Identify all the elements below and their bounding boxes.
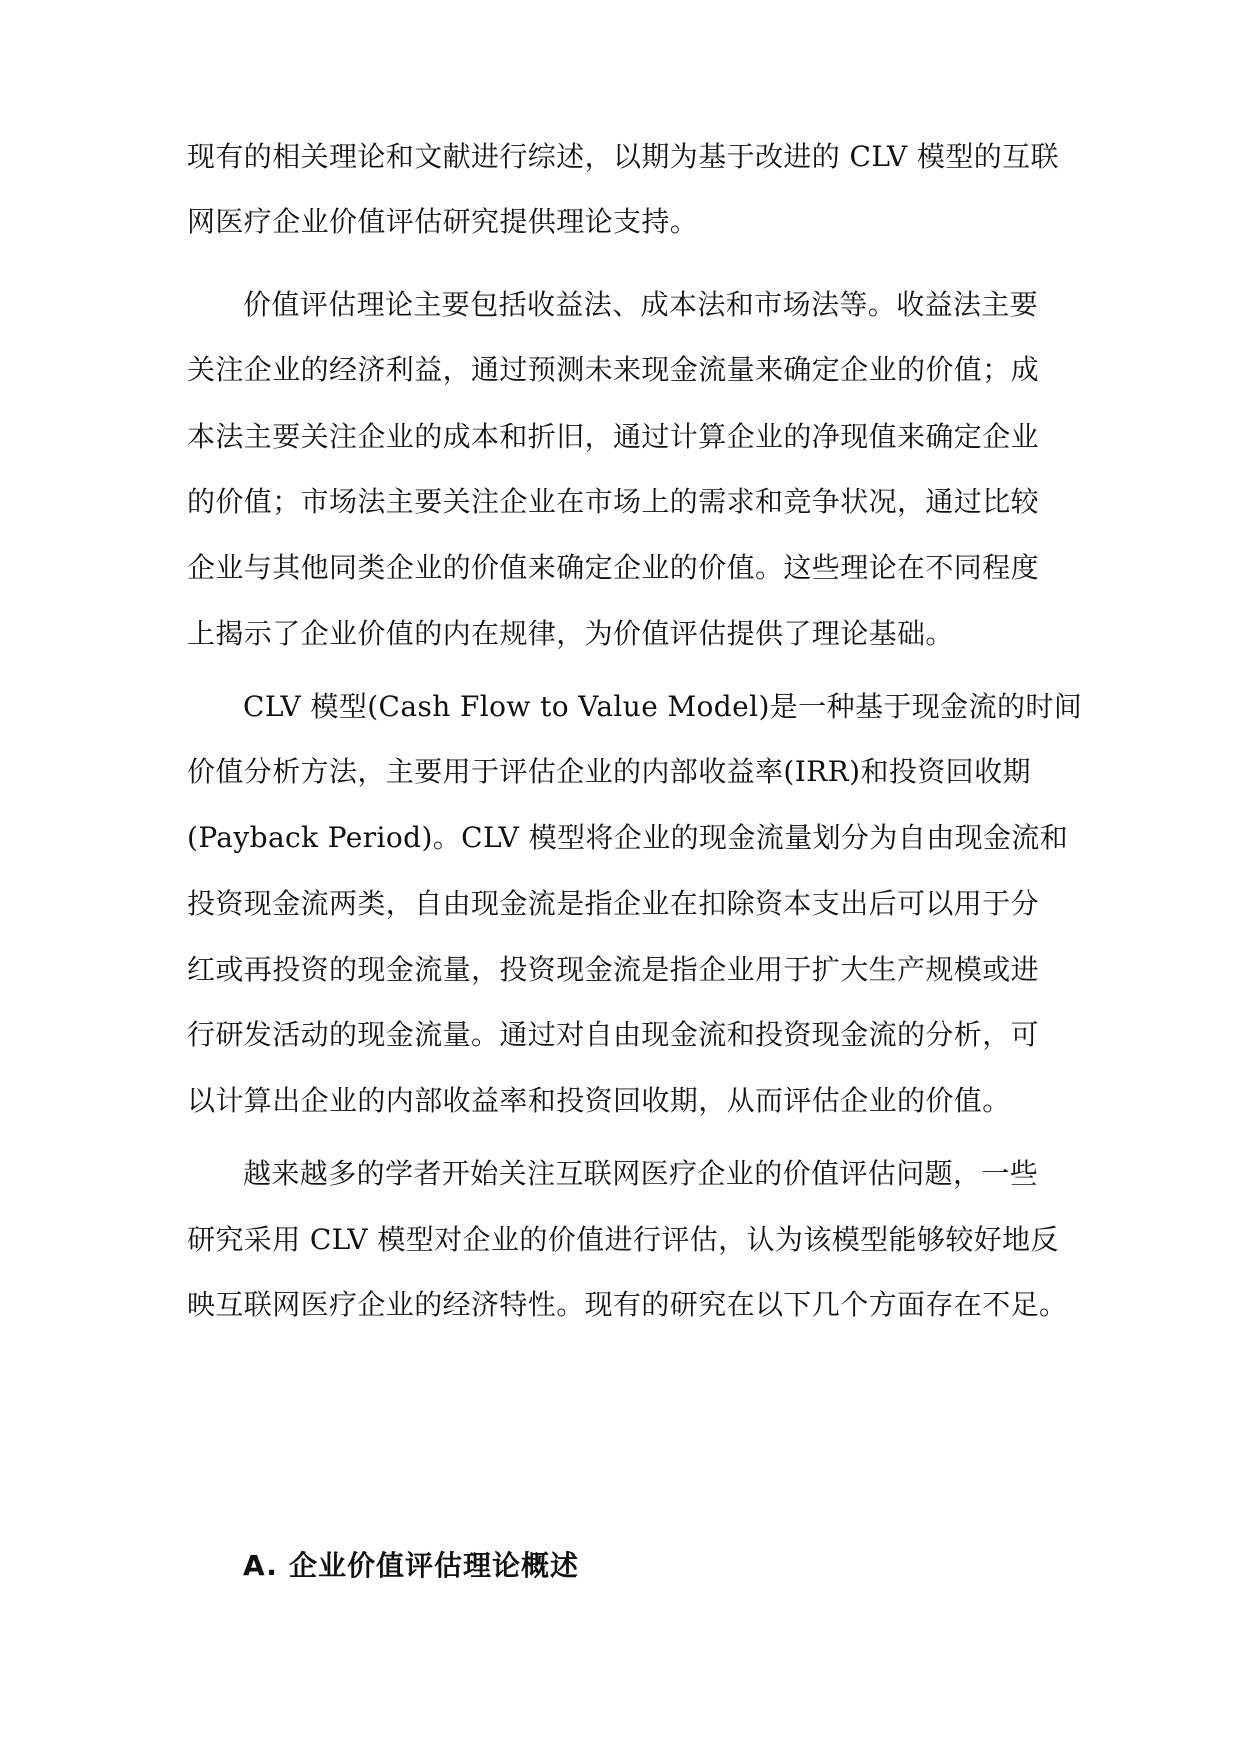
text-line: 映互联网医疗企业的经济特性。现有的研究在以下几个方面存在不足。 [187,1288,1068,1321]
text-line: 价值分析方法，主要用于评估企业的内部收益率(IRR)和投资回收期 [187,755,1031,788]
section-title: 企业价值评估理论概述 [289,1549,580,1582]
text-line: (Payback Period)。CLV 模型将企业的现金流量划分为自由现金流和 [187,821,1069,854]
section-number: A. [243,1549,278,1582]
text-line: 网医疗企业价值评估研究提供理论支持。 [187,205,699,238]
text-line: 的价值；市场法主要关注企业在市场上的需求和竞争状况，通过比较 [187,485,1040,518]
text-line: 投资现金流两类，自由现金流是指企业在扣除资本支出后可以用于分 [187,887,1040,920]
text-line: 上揭示了企业价值的内在规律，为价值评估提供了理论基础。 [187,617,954,650]
text-line: 行研发活动的现金流量。通过对自由现金流和投资现金流的分析，可 [187,1018,1040,1051]
text-line: 红或再投资的现金流量，投资现金流是指企业用于扩大生产规模或进 [187,953,1040,986]
text-line: 研究采用 CLV 模型对企业的价值进行评估，认为该模型能够较好地反 [187,1223,1059,1256]
paragraph-first-line: 价值评估理论主要包括收益法、成本法和市场法等。收益法主要 [243,288,1039,321]
text-line: 本法主要关注企业的成本和折旧，通过计算企业的净现值来确定企业 [187,420,1040,453]
paragraph-first-line: CLV 模型(Cash Flow to Value Model)是一种基于现金流的时间 [243,690,1083,723]
section-heading [243,1544,579,1588]
text-line: 以计算出企业的内部收益率和投资回收期，从而评估企业的价值。 [187,1084,1011,1117]
text-line: 现有的相关理论和文献进行综述，以期为基于改进的 CLV 模型的互联 [187,140,1059,173]
text-line: 关注企业的经济利益，通过预测未来现金流量来确定企业的价值；成 [187,353,1040,386]
paragraph-first-line: 越来越多的学者开始关注互联网医疗企业的价值评估问题，一些 [243,1157,1039,1190]
text-line: 企业与其他同类企业的价值来确定企业的价值。这些理论在不同程度 [187,551,1040,584]
